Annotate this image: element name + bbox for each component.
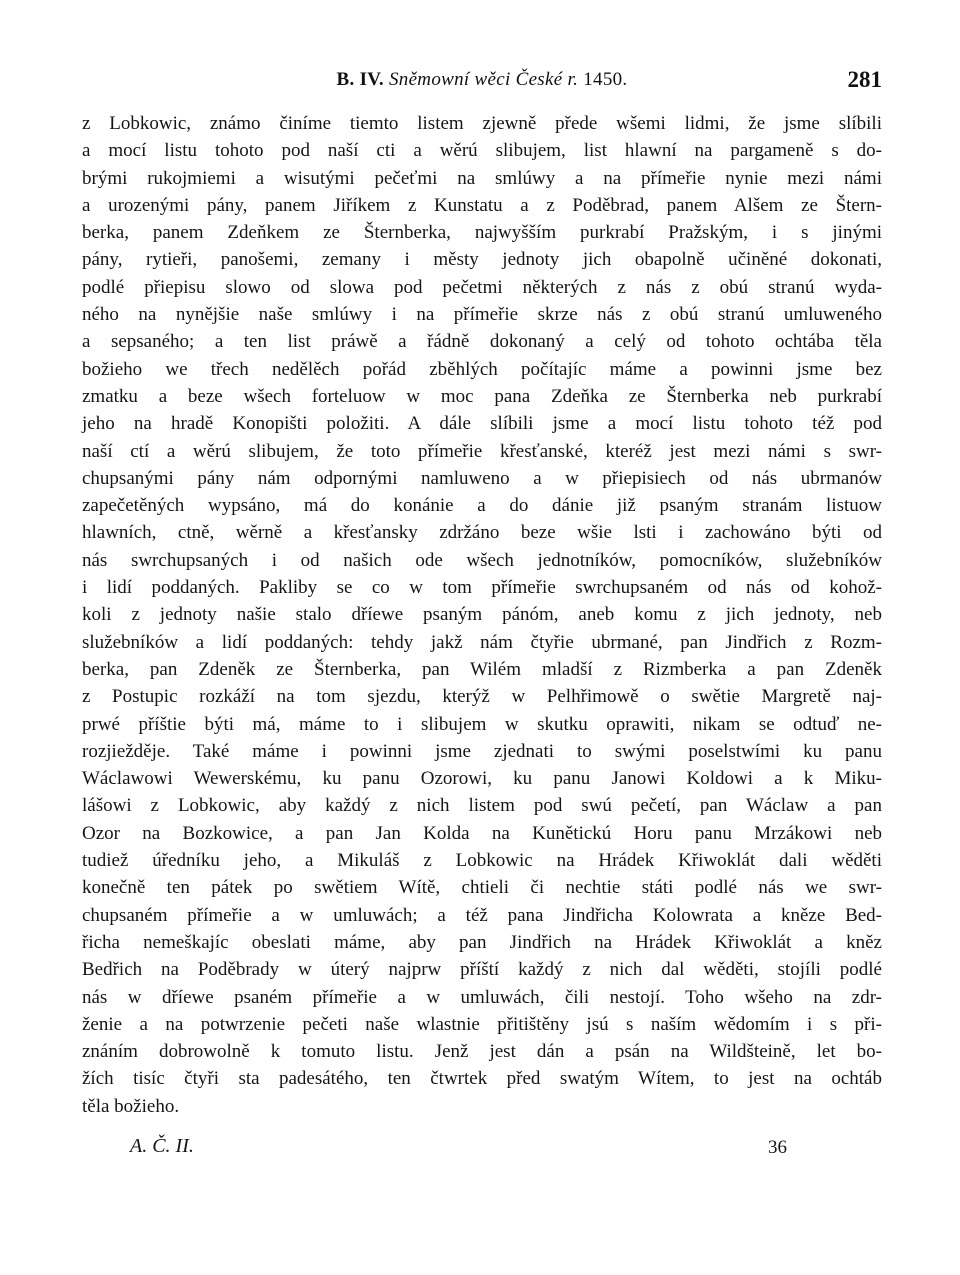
text-line — [82, 601, 882, 628]
text-line-content: ženie a na potwrzenie pečeti naše wlastnie přitištěny jsú s naším wědomím i s při- — [82, 1013, 882, 1035]
text-line-content: prwé příštie býti má, máme to i slibujem w skutku oprawiti, nikam se odtuď ne- — [82, 713, 882, 735]
text-line-content: i lidí poddaných. Pakliby se co w tom přímeřie swrchupsaném od nás od kohož- — [82, 577, 882, 599]
text-line — [82, 356, 882, 383]
text-line-content: Ozor na Bozkowice, a pan Jan Kolda na Kunětickú Horu panu Mrzákowi neb — [82, 822, 882, 844]
text-line — [82, 137, 882, 164]
text-line-content: berka, panem Zdeňkem ze Šternberka, najwyšším purkrabí Pražským, i s jinými — [82, 222, 882, 244]
text-line — [82, 328, 882, 355]
running-head — [82, 64, 882, 96]
text-line-content: zmatku a beze wšech forteluow w moc pana Zdeňka ze Šternberka neb purkrabí — [82, 385, 882, 407]
text-line-content: a urozenými pány, panem Jiříkem z Kunstatu a z Poděbrad, panem Alšem ze Štern- — [82, 194, 882, 216]
text-line — [82, 1093, 882, 1120]
page-number: 281 — [847, 67, 882, 92]
text-line — [82, 765, 882, 792]
text-line — [82, 792, 882, 819]
running-head-center — [82, 64, 882, 96]
text-line — [82, 438, 882, 465]
text-line — [82, 902, 882, 929]
text-line-content: žích tisíc čtyři sta padesátého, ten čtwrtek před swatým Wítem, to jest na ochtáb — [82, 1068, 882, 1090]
text-line — [82, 519, 882, 546]
running-head-title: Sněmowní wěci České r. — [388, 69, 579, 90]
text-line-content: koli z jednoty našie stalo dříewe psaným pánóm, aneb komu z jich jednoty, neb — [82, 604, 882, 626]
text-line — [82, 547, 882, 574]
text-line — [82, 383, 882, 410]
text-line-content: podlé přiepisu slowo od slowa pod pečetmi některých z nás z obú stranú wyda- — [82, 276, 882, 298]
text-line-content: Wáclawowi Wewerskému, ku panu Ozorowi, ku panu Janowi Koldowi a k Miku- — [82, 768, 882, 790]
text-line-content: chupsaném přímeřie a w umluwách; a též pana Jindřicha Kolowrata a kněze Bed- — [82, 904, 882, 926]
text-line-content: zapečetěných wypsáno, má do konánie a do dánie již psaným stranám listuow — [82, 495, 882, 517]
sheet-number: 36 — [768, 1137, 787, 1158]
text-line — [82, 465, 882, 492]
text-line — [82, 165, 882, 192]
text-line-content: pány, rytieři, panošemi, zemany i městy jednoty jich obapolně učiněné dokonati, — [82, 249, 882, 271]
text-line — [82, 984, 882, 1011]
text-line-content: tudiež úředníku jeho, a Mikuláš z Lobkowic na Hrádek Křiwoklát dali wěděti — [82, 850, 882, 872]
text-line-content: jeho na hradě Konopišti položiti. A dále slíbili jsme a mocí listu tohoto též pod — [82, 413, 882, 435]
text-line — [82, 820, 882, 847]
text-line-content: chupsanými pány nám odpornými namluweno a w přiepisiech od nás ubrmanów — [82, 467, 882, 489]
text-line-content: hlawních, ctně, wěrně a křesťansky zdržáno beze wšie lsti i zachowáno býti od — [82, 522, 882, 544]
text-line — [82, 301, 882, 328]
text-line — [82, 847, 882, 874]
text-line — [82, 192, 882, 219]
text-line-content: lášowi z Lobkowic, aby každý z nich listem pod swú pečetí, pan Wáclaw a pan — [82, 795, 882, 817]
text-line — [82, 492, 882, 519]
text-line — [82, 219, 882, 246]
text-line-content: nás w dříewe psaném přímeřie a w umluwách, čili nestojí. Toho wšeho na zdr- — [82, 986, 882, 1008]
text-line-content: a sepsaného; a ten list práwě a řádně dokonaný a celý od tohoto ochtába těla — [82, 331, 882, 353]
text-line — [82, 1065, 882, 1092]
text-line-content: naší ctí a wěrú slibujem, že toto přímeřie křesťanské, kteréž jest mezi námi s swr- — [82, 440, 882, 462]
text-line — [82, 246, 882, 273]
signature-mark: A. Č. II. — [130, 1135, 194, 1157]
text-line — [82, 574, 882, 601]
text-line-content: ného na nynějšie naše smlúwy i na přímeřie skrze nás z obú stranú umluweného — [82, 304, 882, 326]
text-line-content: z Lobkowic, známo činíme tiemto listem zjewně přede wšemi lidmi, že jsme slíbili — [82, 113, 882, 134]
text-line — [82, 874, 882, 901]
text-line — [82, 629, 882, 656]
text-line — [82, 711, 882, 738]
text-line-content: božieho we třech nedělěch pořád zběhlých počítajíc máme a powinni jsme bez — [82, 358, 882, 380]
running-head-year: 1450. — [583, 69, 628, 90]
text-line — [82, 683, 882, 710]
text-line-content: znáním dobrowolně k tomuto listu. Jenž jest dán a psán na Wildšteině, let bo- — [82, 1041, 882, 1063]
text-line-content: z Postupic rozkáží na tom sjezdu, kterýž w Pelhřimowě o swětie Margretě naj- — [82, 686, 882, 708]
section-label: B. IV. — [336, 69, 384, 90]
text-line-content: berka, pan Zdeněk ze Šternberka, pan Wilém mladší z Rizmberka a pan Zdeněk — [82, 658, 882, 680]
text-line — [82, 956, 882, 983]
text-line-content: brými rukojmiemi a wisutými pečeťmi na smlúwy a na přímeřie nynie mezi námi — [82, 167, 882, 189]
text-line — [82, 274, 882, 301]
body-text — [82, 110, 882, 1120]
text-line — [82, 410, 882, 437]
text-line — [82, 1038, 882, 1065]
text-line-content: rozjiežděje. Také máme i powinni jsme zjednati to swými poselstwími ku panu — [82, 740, 882, 762]
text-line-content: řicha nemeškajíc obeslati máme, aby pan Jindřich na Hrádek Křiwoklát a kněz — [82, 931, 882, 953]
text-line-content: služebníków a lidí poddaných: tehdy jakž nám čtyřie ubrmané, pan Jindřich z Rozm- — [82, 631, 882, 653]
text-line-content: a mocí listu tohoto pod naší cti a wěrú slibujem, list hlawní na pargameně s do- — [82, 140, 882, 162]
text-line — [82, 1011, 882, 1038]
text-line-content: Bedřich na Poděbrady w úterý najprw příští každý z nich dal wěděti, stojíli podlé — [82, 959, 882, 981]
text-line-content: nás swrchupsaných i od našich ode wšech jednotníków, pomocníków, služebníków — [82, 549, 882, 571]
text-line — [82, 738, 882, 765]
text-line-content: těla božieho. — [82, 1095, 180, 1117]
text-line — [82, 656, 882, 683]
text-line — [82, 929, 882, 956]
text-line — [82, 110, 882, 137]
text-line-content: konečně ten pátek po swětiem Wítě, chtieli či nechtie státi podlé nás we swr- — [82, 877, 882, 899]
